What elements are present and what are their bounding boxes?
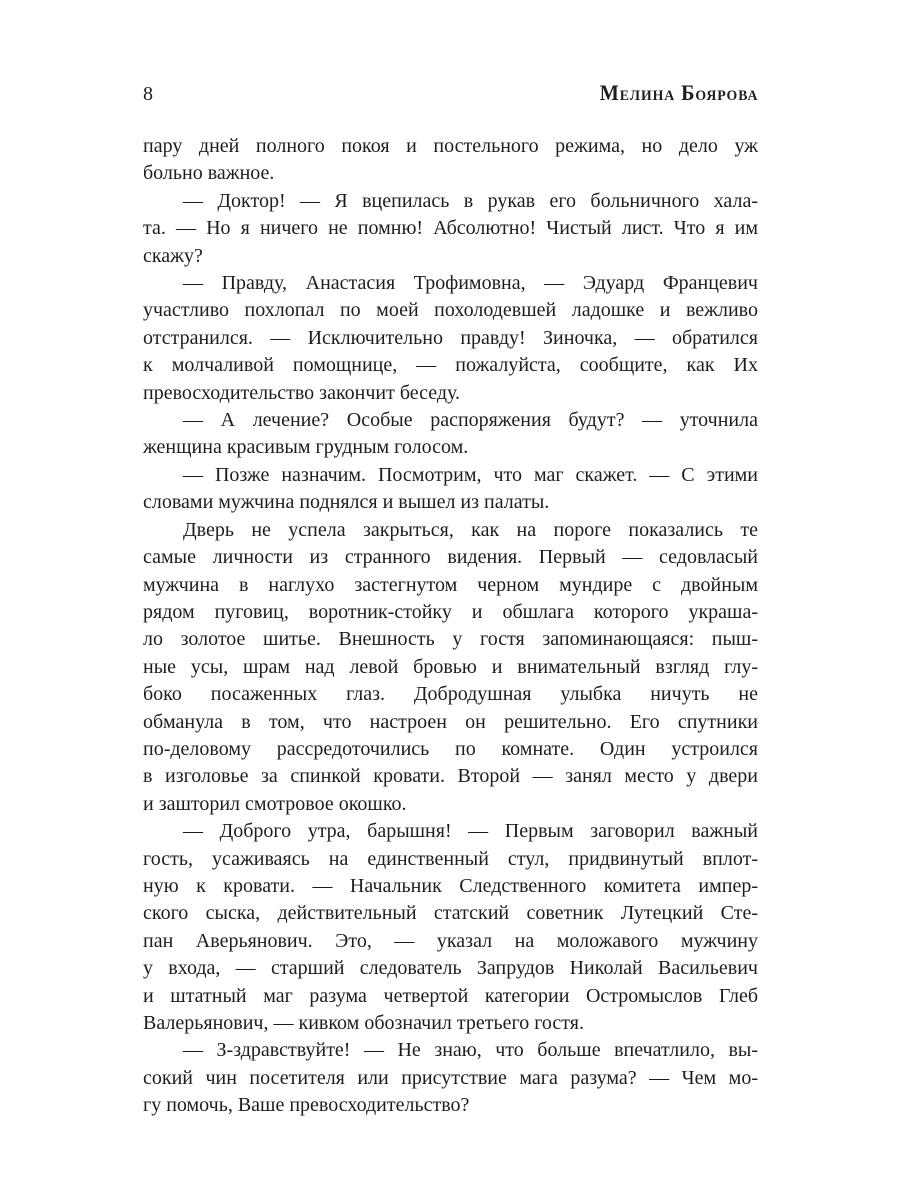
text-line: гу помочь, Ваше превосходительство? [143, 1094, 470, 1117]
text-line: ского сыска, действительный статский советник Лутецкий Сте- [143, 902, 758, 925]
text-line: ло золотое шитье. Внешность у гостя запоминающаяся: пыш- [143, 628, 758, 651]
paragraph [143, 407, 758, 462]
text-line: Дверь не успела закрыться, как на пороге показались те [183, 518, 758, 541]
text-line: — Позже назначим. Посмотрим, что маг скажет. — С этими [183, 463, 758, 486]
text-line: самые личности из странного видения. Первый — седовласый [143, 546, 758, 569]
text-line: к молчаливой помощнице, — пожалуйста, сообщите, как Их [143, 354, 758, 377]
paragraph [143, 133, 758, 188]
text-line: гость, усаживаясь на единственный стул, придвинутый вплот- [143, 847, 758, 870]
text-line: ную к кровати. — Начальник Следственного комитета импер- [143, 874, 758, 897]
text-line: скажу? [143, 244, 203, 267]
text-line: мужчина в наглухо застегнутом черном мундире с двойным [143, 573, 758, 596]
text-line: боко посаженных глаз. Добродушная улыбка ничуть не [143, 683, 758, 706]
text-line: женщина красивым грудным голосом. [143, 436, 469, 459]
paragraph [143, 1037, 758, 1119]
text-line: участливо похлопал по моей похолодевшей ладошке и вежливо [143, 299, 758, 322]
body-text-block [143, 133, 758, 1120]
text-line: обманула в том, что настроен он решительно. Его спутники [143, 710, 758, 733]
paragraph [143, 270, 758, 407]
text-line: пан Аверьянович. Это, — указал на моложавого мужчину [143, 929, 758, 952]
page-number: 8 [143, 83, 153, 105]
author-name: Мелина Боярова [599, 80, 758, 105]
text-line: ные усы, шрам над левой бровью и внимательный взгляд глу- [143, 655, 758, 678]
text-line: словами мужчина поднялся и вышел из палаты. [143, 491, 550, 514]
text-line: у входа, — старший следователь Запрудов Николай Васильевич [143, 957, 758, 980]
running-header [143, 80, 758, 106]
text-line: — Доктор! — Я вцепилась в рукав его больничного хала- [183, 189, 758, 212]
text-line: Валерьянович, — кивком обозначил третьего гостя. [143, 1012, 584, 1034]
text-line: — А лечение? Особые распоряжения будут? — уточнила [183, 409, 758, 432]
text-line: больно важное. [143, 162, 275, 185]
text-line: — Правду, Анастасия Трофимовна, — Эдуард Францевич [183, 272, 758, 295]
text-line: и штатный маг разума четвертой категории Остромыслов Глеб [143, 984, 758, 1007]
text-line: — Доброго утра, барышня! — Первым заговорил важный [183, 820, 758, 843]
paragraph [143, 188, 758, 270]
text-line: сокий чин посетителя или присутствие мага разума? — Чем мо- [143, 1066, 758, 1089]
text-line: и зашторил смотровое окошко. [143, 792, 407, 815]
text-line: — З-здравствуйте! — Не знаю, что больше впечатлило, вы- [183, 1039, 758, 1062]
text-line: рядом пуговиц, воротник-стойку и обшлага которого украша- [143, 600, 758, 623]
paragraph [143, 462, 758, 517]
paragraph [143, 517, 758, 818]
text-line: пару дней полного покоя и постельного режима, но дело уж [143, 135, 758, 157]
text-line: отстранился. — Исключительно правду! Зиночка, — обратился [143, 326, 758, 349]
text-line: превосходительство закончит беседу. [143, 381, 461, 404]
text-line: та. — Но я ничего не помню! Абсолютно! Чистый лист. Что я им [143, 217, 758, 240]
text-line: в изголовье за спинкой кровати. Второй — занял место у двери [143, 765, 758, 788]
paragraph [143, 818, 758, 1037]
text-line: по-деловому рассредоточились по комнате. Один устроился [143, 737, 758, 760]
